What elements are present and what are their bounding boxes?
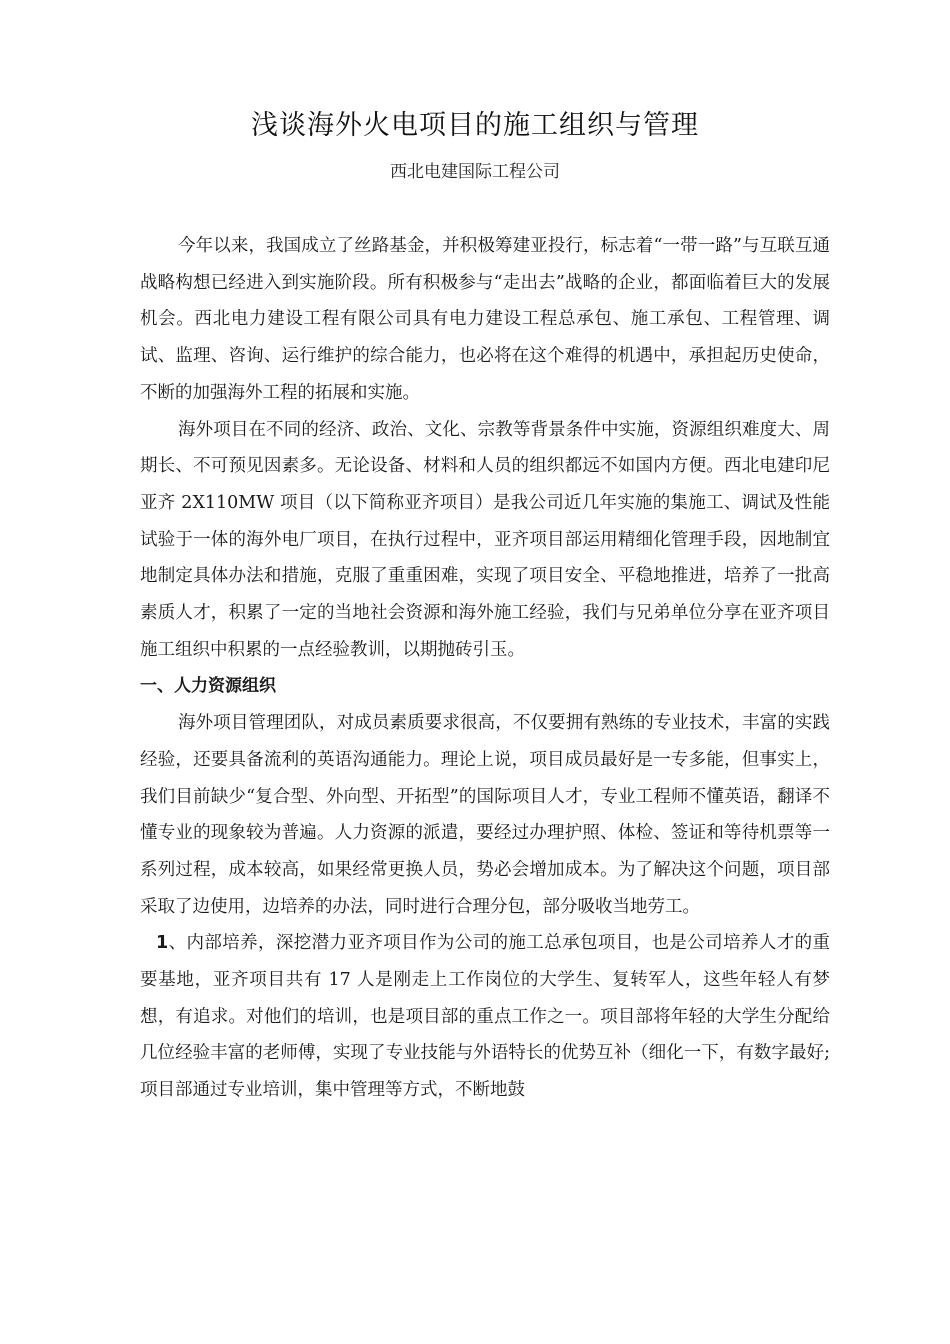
document-title: 浅谈海外火电项目的施工组织与管理	[251, 110, 699, 141]
list-item	[140, 925, 830, 1109]
document-body	[140, 228, 830, 1109]
paragraph-background: 海外项目在不同的经济、政治、文化、宗教等背景条件中实施，资源组织难度大、周期长、不可预见因素多。无论设备、材料和人员的组织都远不如国内方便。西北电建印尼亚齐 2X110MW 项目（以下简称亚齐项目）是我公司近几年实施的集施工、调试及性能试验于一体的海外电厂项目，在执行过程中，亚齐项目部运用精细化管理手段，因地制宜地制定具体办法和措施，克服了重重困难，实现了项目安全、平稳地推进，培养了一批高素质人才，积累了一定的当地社会资源和海外施工经验，我们与兄弟单位分享在亚齐项目施工组织中积累的一点经验教训，以期抛砖引玉。	[140, 419, 830, 660]
paragraph-hr: 海外项目管理团队，对成员素质要求很高，不仅要拥有熟练的专业技术，丰富的实践经验，还要具备流利的英语沟通能力。理论上说，项目成员最好是一专多能，但事实上，我们目前缺少“复合型、外向型、开拓型”的国际项目人才，专业工程师不懂英语，翻译不懂专业的现象较为普遍。人力资源的派遣，要经过办理护照、体检、签证和等待机票等一系列过程，成本较高，如果经常更换人员，势必会增加成本。为了解决这个问题，项目部采取了边使用，边培养的办法，同时进行合理分包，部分吸收当地劳工。	[140, 713, 830, 917]
list-item-text: 、内部培养，深挖潜力亚齐项目作为公司的施工总承包项目，也是公司培养人才的重要基地，亚齐项目共有 17 人是刚走上工作岗位的大学生、复转军人，这些年轻人有梦想，有追求。对他们的培训，也是项目部的重点工作之一。项目部将年轻的大学生分配给几位经验丰富的老师傅，实现了专业技能与外语特长的优势互补（细化一下，有数字最好;项目部通过专业培训，集中管理等方式，不断地鼓	[140, 933, 830, 1101]
list-item-number: 1	[156, 933, 169, 954]
paragraph-intro: 今年以来，我国成立了丝路基金，并积极筹建亚投行，标志着“一带一路”与互联互通战略构想已经进入到实施阶段。所有积极参与“走出去”战略的企业，都面临着巨大的发展机会。西北电力建设工程有限公司具有电力建设工程总承包、施工承包、工程管理、调试、监理、咨询、运行维护的综合能力，也必将在这个难得的机遇中，承担起历史使命，不断的加强海外工程的拓展和实施。	[140, 236, 830, 403]
document-author: 西北电建国际工程公司	[390, 162, 560, 182]
section-heading: 一、人力资源组织	[140, 676, 276, 697]
